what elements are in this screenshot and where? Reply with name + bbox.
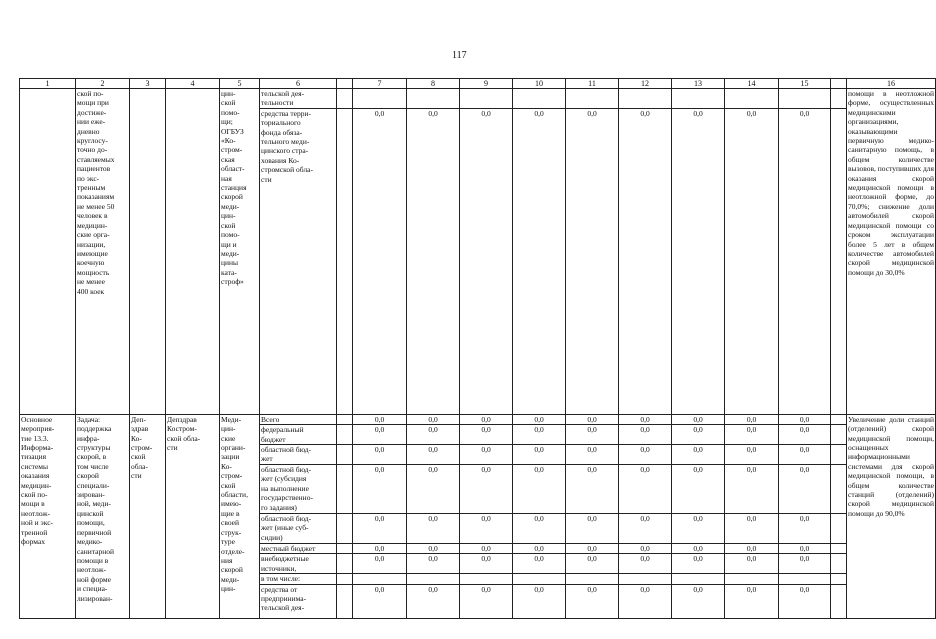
value-cell: 0,0 <box>725 425 779 445</box>
header-cell: 3 <box>130 79 166 89</box>
block1-col3 <box>130 89 166 415</box>
value-cell <box>460 574 513 584</box>
block2-task-cell: Задача: поддержка инфра- структуры скорой, в том числе скорой специали- зирован- ной, меди- цинской помощи, первичной медико- санитарной помощи в неотлож- ной форме и специа- лизирован- <box>76 414 130 618</box>
value-cell: 0,0 <box>672 108 725 414</box>
page-number: 117 <box>452 50 467 61</box>
value-cell: 0,0 <box>725 465 779 514</box>
header-cell: 13 <box>672 79 725 89</box>
value-cell: 0,0 <box>460 584 513 618</box>
value-cell: 0,0 <box>353 425 407 445</box>
value-cell: 0,0 <box>566 108 619 414</box>
value-cell: 0,0 <box>672 514 725 544</box>
value-cell: 0,0 <box>672 425 725 445</box>
value-cell: 0,0 <box>725 584 779 618</box>
value-cell: 0,0 <box>407 414 460 424</box>
value-cell: 0,0 <box>672 554 725 574</box>
header-cell: 15 <box>779 79 831 89</box>
value-cell: 0,0 <box>672 584 725 618</box>
value-cell: 0,0 <box>725 514 779 544</box>
funding-source-cell: областной бюд- жет (иные суб- сидии) <box>260 514 337 544</box>
funding-source-cell: Всего <box>260 414 337 424</box>
value-cell: 0,0 <box>513 544 566 554</box>
header-cell: 1 <box>20 79 76 89</box>
header-cell <box>337 79 353 89</box>
value-cell: 0,0 <box>619 584 672 618</box>
header-cell: 2 <box>76 79 130 89</box>
header-row <box>20 79 936 89</box>
value-cell: 0,0 <box>460 445 513 465</box>
value-cell: 0,0 <box>513 108 566 414</box>
value-cell <box>407 574 460 584</box>
value-cell <box>779 574 831 584</box>
value-cell: 0,0 <box>566 465 619 514</box>
value-cell: 0,0 <box>725 544 779 554</box>
funding-source-cell: внебюджетные источники, <box>260 554 337 574</box>
header-cell <box>831 79 847 89</box>
header-cell: 12 <box>619 79 672 89</box>
funding-source-cell: в том числе: <box>260 574 337 584</box>
value-cell: 0,0 <box>513 584 566 618</box>
value-cell: 0,0 <box>779 544 831 554</box>
value-cell: 0,0 <box>566 445 619 465</box>
header-cell: 9 <box>460 79 513 89</box>
value-cell: 0,0 <box>566 414 619 424</box>
value-cell: 0,0 <box>353 108 407 414</box>
responsible-cell: Деп- здрав Ко- стром- ской обла- сти <box>130 414 166 618</box>
value-cell: 0,0 <box>779 554 831 574</box>
value-cell: 0,0 <box>513 445 566 465</box>
value-cell: 0,0 <box>779 425 831 445</box>
value-cell: 0,0 <box>513 465 566 514</box>
value-cell: 0,0 <box>619 514 672 544</box>
value-cell: 0,0 <box>407 584 460 618</box>
value-cell: 0,0 <box>725 108 779 414</box>
table-row <box>20 89 936 109</box>
value-cell: 0,0 <box>407 108 460 414</box>
value-cell <box>513 574 566 584</box>
measure-name-cell: Основное мероприя- тие 13.3. Информа- тизация системы оказания медицин- ской по- мощи в неотлож- ной и экс- тренной формах <box>20 414 76 618</box>
value-cell: 0,0 <box>353 554 407 574</box>
value-cell: 0,0 <box>513 414 566 424</box>
value-cell: 0,0 <box>566 514 619 544</box>
value-cell: 0,0 <box>353 584 407 618</box>
program-table <box>19 78 936 619</box>
value-cell <box>619 574 672 584</box>
value-cell: 0,0 <box>725 445 779 465</box>
value-cell: 0,0 <box>353 514 407 544</box>
coexecutor-cell: Депздрав Костром- ской обла- сти <box>166 414 220 618</box>
value-cell: 0,0 <box>353 544 407 554</box>
header-cell: 16 <box>847 79 936 89</box>
value-cell <box>672 574 725 584</box>
header-cell: 5 <box>220 79 260 89</box>
header-cell: 6 <box>260 79 337 89</box>
value-cell <box>725 574 779 584</box>
value-cell: 0,0 <box>353 414 407 424</box>
value-cell: 0,0 <box>513 514 566 544</box>
value-cell: 0,0 <box>460 108 513 414</box>
funding-source-cell: средства от предпринима- тельской дея- <box>260 584 337 618</box>
value-cell: 0,0 <box>619 465 672 514</box>
value-cell: 0,0 <box>779 465 831 514</box>
value-cell: 0,0 <box>566 554 619 574</box>
block1-col1 <box>20 89 76 415</box>
value-cell: 0,0 <box>407 554 460 574</box>
value-cell: 0,0 <box>566 544 619 554</box>
value-cell: 0,0 <box>779 414 831 424</box>
funding-source-cell: средства терри- ториального фонда обяза- тельного меди- цинского стра- хования Ко- стромской обла- сти <box>260 108 337 414</box>
value-cell: 0,0 <box>619 425 672 445</box>
value-cell: 0,0 <box>566 425 619 445</box>
value-cell: 0,0 <box>566 584 619 618</box>
header-cell: 8 <box>407 79 460 89</box>
value-cell: 0,0 <box>619 554 672 574</box>
value-cell: 0,0 <box>672 414 725 424</box>
header-cell: 7 <box>353 79 407 89</box>
value-cell: 0,0 <box>779 514 831 544</box>
funding-source-cell: областной бюд- жет (субсидия на выполнение государственно- го задания) <box>260 465 337 514</box>
value-cell: 0,0 <box>619 414 672 424</box>
header-cell: 4 <box>166 79 220 89</box>
block1-executor-cell: цин- ской помо- щи; ОГБУЗ «Ко- стром- ская област- ная станция скорой меди- цин- ской помо- щи и меди- цины ката- строф» <box>220 89 260 415</box>
value-cell: 0,0 <box>407 465 460 514</box>
value-cell: 0,0 <box>460 514 513 544</box>
block1-indicator-cell: помощи в неотложной форме, осуществленных медицинскими организациями, оказывающими первичную медико-санитарную помощь, в общем количестве вызовов, поступивших для оказания скорой медицинской помощи в неотложной форме, до 70,0%; снижение доли автомобилей скорой медицинской помощи со сроком эксплуатации более 5 лет в общем количестве автомобилей скорой медицинской помощи до 30,0% <box>847 89 936 415</box>
value-cell <box>353 574 407 584</box>
value-cell <box>566 574 619 584</box>
value-cell: 0,0 <box>619 108 672 414</box>
block1-task-cell: ской по- мощи при достиже- нии еже- дневно круглосу- точно до- ставляемых пациентов по экс- тренным показаниям не менее 50 человек в медицин- ские орга- низации, имеющие коечную мощность не менее 400 коек <box>76 89 130 415</box>
value-cell: 0,0 <box>779 108 831 414</box>
value-cell: 0,0 <box>513 425 566 445</box>
value-cell: 0,0 <box>460 465 513 514</box>
value-cell: 0,0 <box>460 544 513 554</box>
value-cell: 0,0 <box>407 544 460 554</box>
value-cell: 0,0 <box>353 445 407 465</box>
header-cell: 14 <box>725 79 779 89</box>
value-cell: 0,0 <box>779 445 831 465</box>
value-cell: 0,0 <box>460 554 513 574</box>
value-cell: 0,0 <box>513 554 566 574</box>
funding-source-cell: федеральный бюджет <box>260 425 337 445</box>
value-cell: 0,0 <box>779 584 831 618</box>
value-cell: 0,0 <box>353 465 407 514</box>
table-row <box>20 414 936 424</box>
header-cell: 10 <box>513 79 566 89</box>
funding-source-cell: областной бюд- жет <box>260 445 337 465</box>
value-cell: 0,0 <box>725 414 779 424</box>
funding-source-cell: тельской дея- тельности <box>260 89 337 109</box>
value-cell: 0,0 <box>672 465 725 514</box>
value-cell: 0,0 <box>460 414 513 424</box>
block2-indicator-cell: Увеличение доли станций (отделений) скорой медицинской помощи, оснащенных информационными системами для скорой медицинской помощи, в общем количестве станций (отделений) скорой медицинской помощи до 90,0% <box>847 414 936 618</box>
value-cell: 0,0 <box>672 544 725 554</box>
funding-source-cell: местный бюджет <box>260 544 337 554</box>
value-cell: 0,0 <box>725 554 779 574</box>
value-cell: 0,0 <box>460 425 513 445</box>
value-cell: 0,0 <box>619 445 672 465</box>
value-cell: 0,0 <box>407 514 460 544</box>
value-cell: 0,0 <box>407 425 460 445</box>
value-cell: 0,0 <box>672 445 725 465</box>
value-cell: 0,0 <box>407 445 460 465</box>
value-cell: 0,0 <box>619 544 672 554</box>
block1-col4 <box>166 89 220 415</box>
header-cell: 11 <box>566 79 619 89</box>
block2-executor-cell: Меди- цин- ские органи- зации Ко- стром- ской области, имею- щие в своей струк- туре отделе- ния скорой меди- цин- <box>220 414 260 618</box>
